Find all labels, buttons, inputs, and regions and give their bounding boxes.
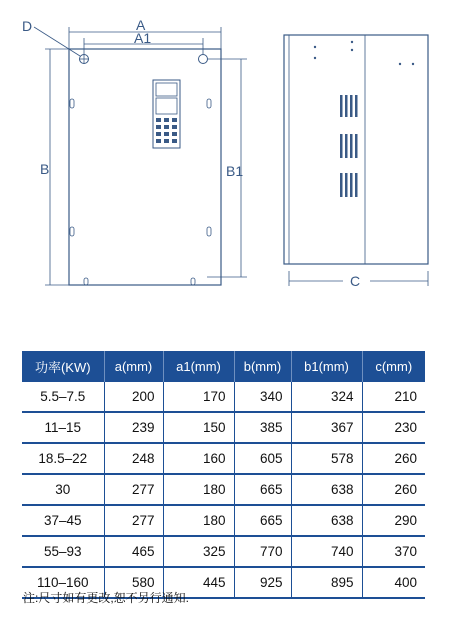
cell-power: 110–160 [22,567,104,598]
table-row [22,474,425,505]
column-header-b1: b1(mm) [291,351,362,382]
cell-c: 290 [362,505,425,536]
side-view [284,35,428,264]
cell-a: 580 [104,567,163,598]
front-view [69,49,221,285]
mounting-hole-icon [199,55,208,64]
cell-a1: 325 [163,536,234,567]
column-header-power: 功率(KW) [22,351,104,382]
cell-b: 385 [234,412,291,443]
cell-power: 5.5–7.5 [22,382,104,412]
column-header-c: c(mm) [362,351,425,382]
cell-a1: 445 [163,567,234,598]
label-b: B [40,161,50,177]
cell-c: 210 [362,382,425,412]
cell-a: 277 [104,474,163,505]
column-header-b: b(mm) [234,351,291,382]
cell-a1: 170 [163,382,234,412]
table-row [22,382,425,412]
dimension-table [22,351,425,599]
vent-grille-icon [340,95,358,197]
cell-a: 239 [104,412,163,443]
cell-b: 665 [234,474,291,505]
cell-a1: 160 [163,443,234,474]
cell-b: 605 [234,443,291,474]
table-row [22,443,425,474]
footnote: 注:尺寸如有更改,恕不另行通知. [23,591,190,605]
cell-b: 340 [234,382,291,412]
cell-power: 55–93 [22,536,104,567]
column-header-a: a(mm) [104,351,163,382]
cell-c: 230 [362,412,425,443]
cell-power: 18.5–22 [22,443,104,474]
table-row [22,412,425,443]
column-header-a1: a1(mm) [163,351,234,382]
cell-c: 260 [362,443,425,474]
cell-c: 260 [362,474,425,505]
cell-a1: 150 [163,412,234,443]
cell-power: 30 [22,474,104,505]
cell-b1: 895 [291,567,362,598]
cell-c: 370 [362,536,425,567]
label-a: A [136,17,146,33]
cell-power: 37–45 [22,505,104,536]
label-d: D [22,18,33,34]
cell-b1: 578 [291,443,362,474]
cell-c: 400 [362,567,425,598]
cell-a: 277 [104,505,163,536]
cell-power: 11–15 [22,412,104,443]
table-row [22,536,425,567]
keypad-icon [153,80,180,148]
label-a1: A1 [134,30,152,46]
cell-a: 248 [104,443,163,474]
label-c: C [350,273,361,289]
cell-a: 200 [104,382,163,412]
cell-b1: 367 [291,412,362,443]
table-header-row [22,351,425,382]
dimension-drawing [0,0,454,300]
cell-b: 925 [234,567,291,598]
table-row [22,505,425,536]
cell-b: 665 [234,505,291,536]
cell-b: 770 [234,536,291,567]
cell-b1: 638 [291,474,362,505]
label-b1: B1 [226,163,244,179]
cell-a1: 180 [163,505,234,536]
cell-a1: 180 [163,474,234,505]
cell-a: 465 [104,536,163,567]
cell-b1: 740 [291,536,362,567]
cell-b1: 324 [291,382,362,412]
cell-b1: 638 [291,505,362,536]
